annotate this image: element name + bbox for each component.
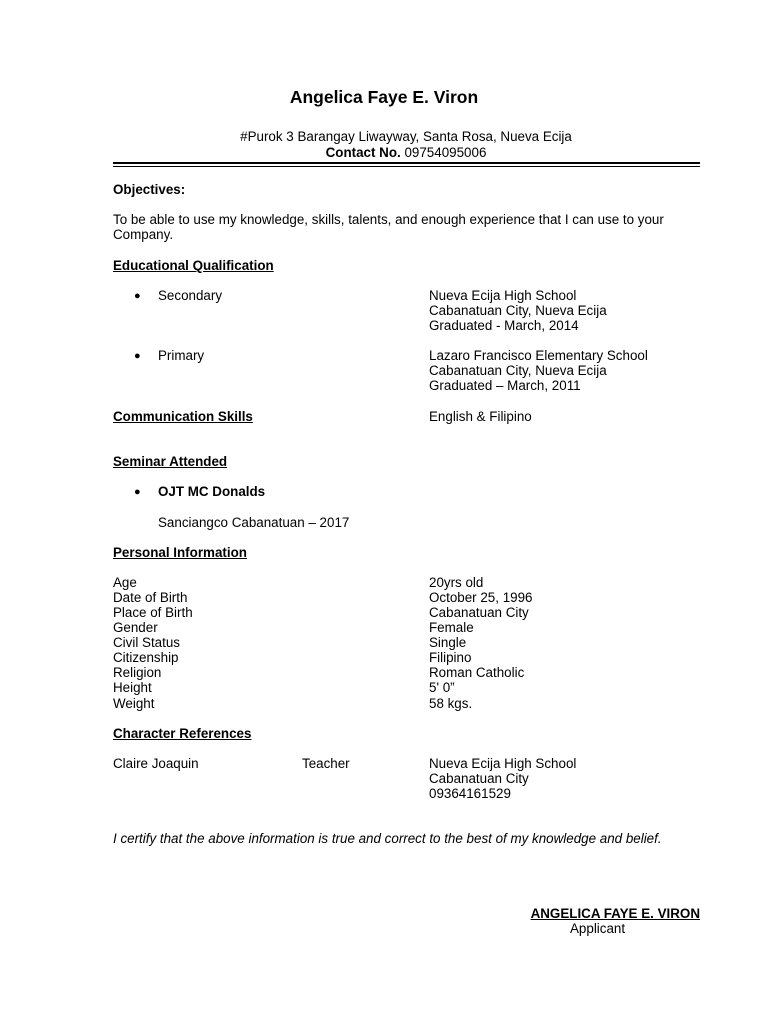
personal-label: Citizenship [113, 650, 179, 665]
contact-number: 09754095006 [404, 145, 487, 160]
personal-value: Female [429, 620, 474, 635]
education-heading: Educational Qualification [113, 258, 274, 273]
communication-value: English & Filipino [429, 409, 532, 424]
references-heading: Character References [113, 726, 252, 741]
personal-value: Cabanatuan City [429, 605, 529, 620]
seminar-detail: Sanciangco Cabanatuan – 2017 [158, 515, 350, 530]
personal-value: Filipino [429, 650, 472, 665]
objectives-heading: Objectives: [113, 182, 186, 197]
education-level: Secondary [158, 288, 223, 303]
address: #Purok 3 Barangay Liwayway, Santa Rosa, Nueva Ecija [240, 129, 572, 144]
personal-value: 5' 0” [429, 680, 455, 695]
applicant-name: Angelica Faye E. Viron [289, 87, 479, 107]
education-city: Cabanatuan City, Nueva Ecija [429, 303, 607, 318]
bullet-icon: ● [134, 290, 141, 302]
personal-label: Gender [113, 620, 158, 635]
personal-value: Single [429, 635, 467, 650]
header-rule-thick [113, 162, 700, 164]
education-graduated: Graduated - March, 2014 [429, 318, 579, 333]
personal-value: Roman Catholic [429, 665, 525, 680]
reference-city: Cabanatuan City [429, 771, 529, 786]
seminar-title: OJT MC Donalds [158, 484, 266, 499]
reference-role: Teacher [302, 756, 350, 771]
personal-label: Civil Status [113, 635, 180, 650]
education-school: Nueva Ecija High School [429, 288, 577, 303]
objectives-text: To be able to use my knowledge, skills, talents, and enough experience that I can use to your Company. [113, 212, 664, 242]
personal-value: October 25, 1996 [429, 590, 533, 605]
contact-label: Contact No. [325, 145, 401, 160]
education-graduated: Graduated – March, 2011 [429, 378, 581, 393]
reference-school: Nueva Ecija High School [429, 756, 577, 771]
certification-text: I certify that the above information is true and correct to the best of my knowledge and belief. [113, 831, 662, 846]
education-city: Cabanatuan City, Nueva Ecija [429, 363, 607, 378]
personal-label: Date of Birth [113, 590, 188, 605]
personal-value: 58 kgs. [429, 696, 473, 711]
reference-phone: 09364161529 [429, 786, 511, 801]
personal-label: Weight [113, 696, 155, 711]
signature-name: ANGELICA FAYE E. VIRON [530, 906, 700, 921]
contact-line [0, 145, 768, 160]
bullet-icon: ● [134, 486, 141, 498]
seminar-heading: Seminar Attended [113, 454, 228, 469]
personal-label: Height [113, 680, 152, 695]
education-level: Primary [158, 348, 205, 363]
header-rule-thin [113, 166, 700, 167]
personal-value: 20yrs old [429, 575, 484, 590]
education-school: Lazaro Francisco Elementary School [429, 348, 648, 363]
bullet-icon: ● [134, 350, 141, 362]
personal-label: Age [113, 575, 137, 590]
personal-label: Place of Birth [113, 605, 193, 620]
personal-heading: Personal Information [113, 545, 247, 560]
reference-name: Claire Joaquin [113, 756, 199, 771]
signature-role: Applicant [570, 921, 626, 936]
personal-label: Religion [113, 665, 162, 680]
communication-heading: Communication Skills [113, 409, 253, 424]
